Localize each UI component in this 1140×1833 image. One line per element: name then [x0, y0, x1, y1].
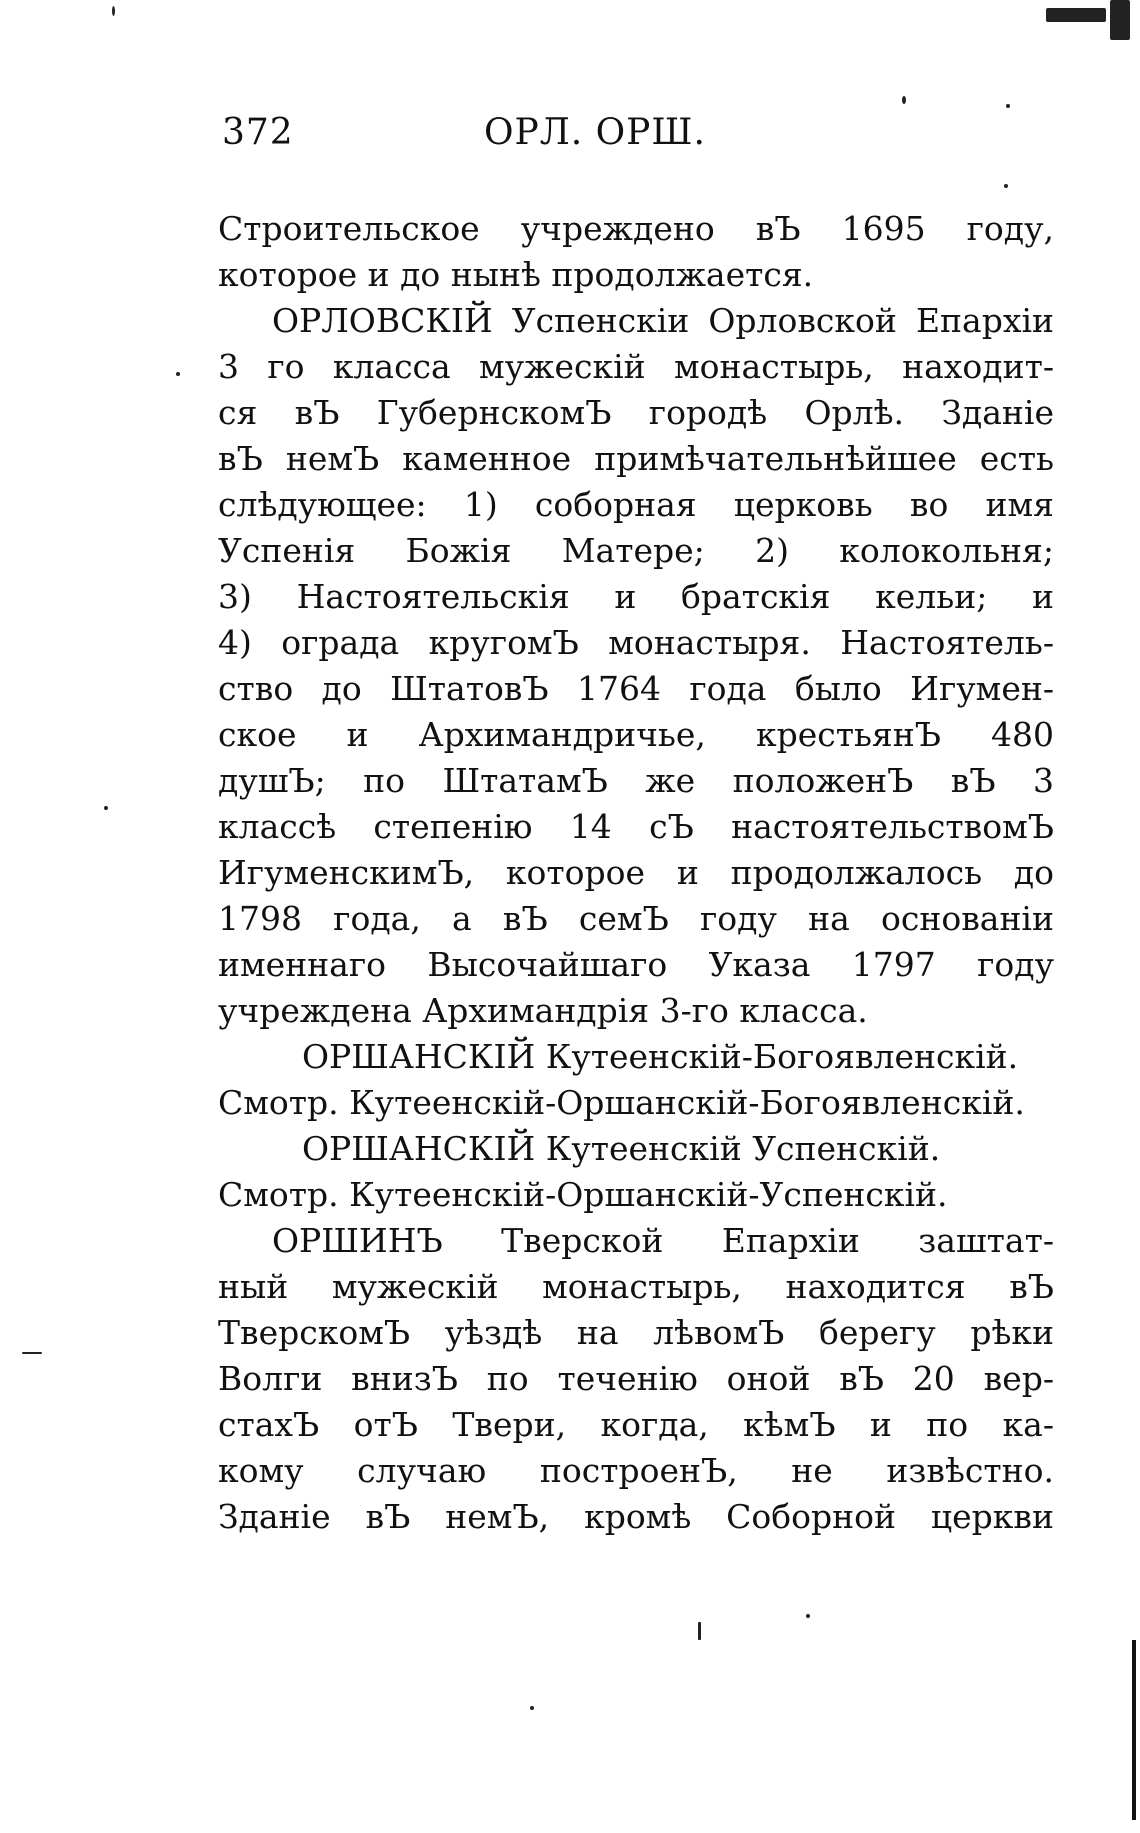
- body-text: [218, 206, 1054, 1540]
- text-line: 3) Настоятельскія и братскія кельи; и: [218, 577, 1054, 616]
- text-line: Строительское учреждено вЪ 1695 году,: [218, 209, 1054, 248]
- text-line: 4) ограда кругомЪ монастыря. Настоятель-: [218, 623, 1054, 662]
- text-line: Успенія Божія Матере; 2) колокольня;: [218, 531, 1054, 570]
- cross-reference-line: Смотр. Кутеенскій-Оршанскій-Успенскій.: [218, 1175, 948, 1214]
- text-line: ный мужескій монастырь, находится вЪ: [218, 1267, 1054, 1306]
- entry-heading-line: ОРШАНСКІЙ Кутеенскій Успенскій.: [302, 1129, 941, 1168]
- text-line: именнаго Высочайшаго Указа 1797 году: [218, 945, 1054, 984]
- text-line: ИгуменскимЪ, которое и продолжалось до: [218, 853, 1054, 892]
- text-line: учреждена Архимандрія 3-го класса.: [218, 991, 868, 1030]
- text-line: кому случаю построенЪ, не извѣстно.: [218, 1451, 1054, 1490]
- text-line: слѣдующее: 1) соборная церковь во имя: [218, 485, 1054, 524]
- text-line: вЪ немЪ каменное примѣчательнѣйшее есть: [218, 439, 1054, 478]
- text-line: классѣ степенію 14 сЪ настоятельствомЪ: [218, 807, 1054, 846]
- running-head: ОРЛ. ОРШ.: [484, 112, 706, 153]
- text-line: стахЪ отЪ Твери, когда, кѣмЪ и по ка-: [218, 1405, 1054, 1444]
- text-line: 3 го класса мужескій монастырь, находит-: [218, 347, 1054, 386]
- text-line: 1798 года, а вЪ семЪ году на основаніи: [218, 899, 1054, 938]
- entry-heading-line: ОРЛОВСКІЙ Успенскіи Орловской Епархіи: [272, 301, 1054, 340]
- cross-reference-line: Смотр. Кутеенскій-Оршанскій-Богоявленскій.: [218, 1083, 1025, 1122]
- text-line: Зданіе вЪ немЪ, кромѣ Соборной церкви: [218, 1497, 1054, 1536]
- text-line: ское и Архимандричье, крестьянЪ 480: [218, 715, 1054, 754]
- text-line: ТверскомЪ уѣздѣ на лѣвомЪ берегу рѣки: [218, 1313, 1054, 1352]
- page-header: [222, 112, 742, 172]
- text-line: ство до ШтатовЪ 1764 года было Игумен-: [218, 669, 1054, 708]
- page-number: 372: [222, 112, 294, 153]
- entry-heading-line: ОРШИНЪ Тверской Епархіи заштат-: [272, 1221, 1054, 1260]
- text-line: душЪ; по ШтатамЪ же положенЪ вЪ 3: [218, 761, 1054, 800]
- text-line: ся вЪ ГубернскомЪ городѣ Орлѣ. Зданіе: [218, 393, 1054, 432]
- text-line: которое и до нынѣ продолжается.: [218, 255, 814, 294]
- entry-heading-line: ОРШАНСКІЙ Кутеенскій-Богоявленскій.: [302, 1037, 1019, 1076]
- scan-edge-mark: [1132, 1640, 1136, 1820]
- text-line: Волги внизЪ по теченію оной вЪ 20 вер-: [218, 1359, 1054, 1398]
